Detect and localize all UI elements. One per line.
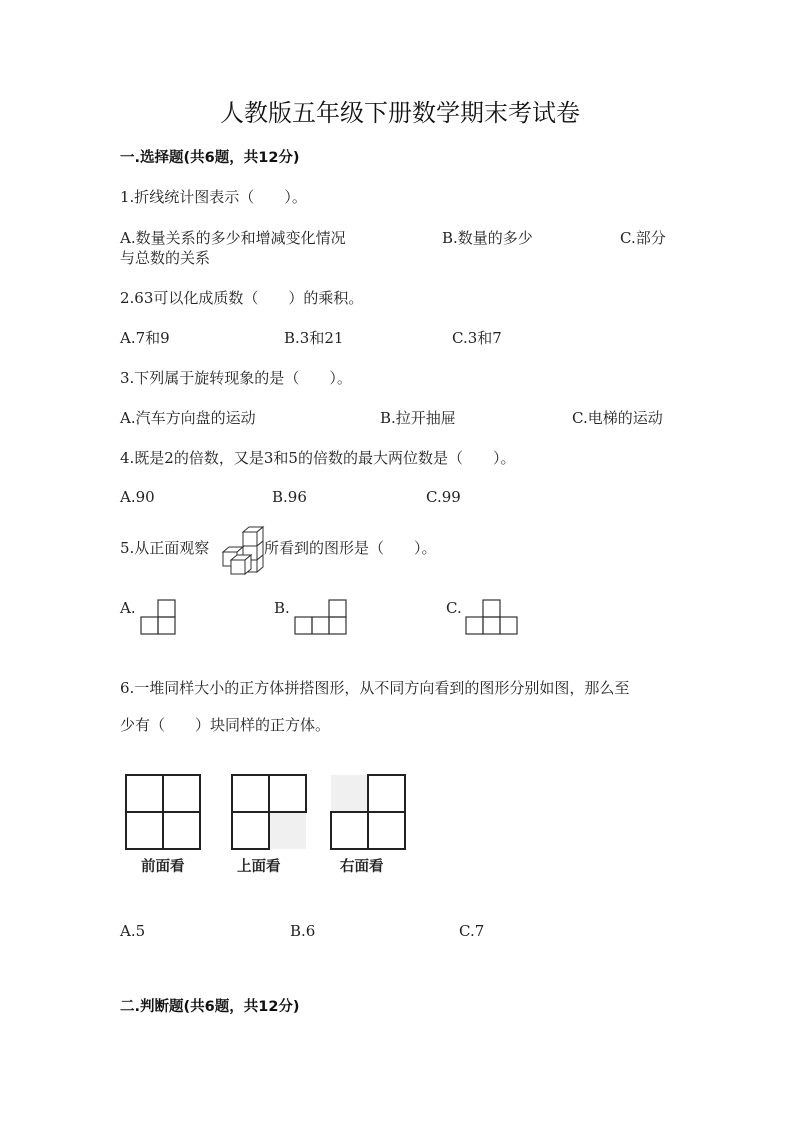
q5-option-b[interactable]: B. [274,599,290,617]
q3-option-b[interactable]: B.拉开抽屉 [380,409,456,427]
q4-option-a[interactable]: A.90 [120,488,155,506]
q3-option-c[interactable]: C.电梯的运动 [572,409,663,427]
q3-option-a[interactable]: A.汽车方向盘的运动 [120,409,256,427]
q5-cube-stack-figure [219,526,265,576]
q5-option-a[interactable]: A. [120,599,136,617]
q6-front-view-figure [125,774,201,850]
q6-caption-front: 前面看 [141,859,185,875]
q2-option-a[interactable]: A.7和9 [120,329,170,347]
q5-stem-end: 所看到的图形是（ ）。 [264,539,437,557]
q5-option-c[interactable]: C. [446,599,462,617]
section-2-heading: 二.判断题(共6题，共12分) [120,999,300,1015]
q5-option-c-figure [465,599,519,636]
q6-caption-top: 上面看 [237,859,281,875]
q4-option-b[interactable]: B.96 [272,488,307,506]
q1-option-a[interactable]: A.数量关系的多少和增减变化情况 [120,229,346,247]
q2-option-c[interactable]: C.3和7 [452,329,502,347]
q1-option-c-continued: 与总数的关系 [120,249,211,267]
section-1-heading: 一.选择题(共6题，共12分) [120,150,300,166]
q5-option-a-figure [140,599,177,636]
q4-stem: 4.既是2的倍数，又是3和5的倍数的最大两位数是（ ）。 [120,449,516,467]
q6-option-b[interactable]: B.6 [290,922,316,940]
q3-stem: 3.下列属于旋转现象的是（ ）。 [120,369,352,387]
q6-top-view-figure [231,774,307,850]
q6-option-a[interactable]: A.5 [120,922,146,940]
q6-stem-line-1: 6.一堆同样大小的正方体拼搭图形，从不同方向看到的图形分别如图，那么至 [120,679,630,697]
q2-stem: 2.63可以化成质数（ ）的乘积。 [120,289,364,307]
q2-option-b[interactable]: B.3和21 [284,329,344,347]
q6-option-c[interactable]: C.7 [459,922,485,940]
q6-right-view-figure [330,774,406,850]
q6-caption-right: 右面看 [340,859,384,875]
q5-option-b-figure [294,599,348,636]
q6-stem-line-2: 少有（ ）块同样的正方体。 [120,716,331,734]
q1-option-b[interactable]: B.数量的多少 [442,229,533,247]
q4-option-c[interactable]: C.99 [426,488,461,506]
page-title: 人教版五年级下册数学期末考试卷 [220,99,580,127]
q1-option-c[interactable]: C.部分 [620,229,666,247]
q1-stem: 1.折线统计图表示（ ）。 [120,188,307,206]
q5-stem-start: 5.从正面观察 [120,539,210,557]
